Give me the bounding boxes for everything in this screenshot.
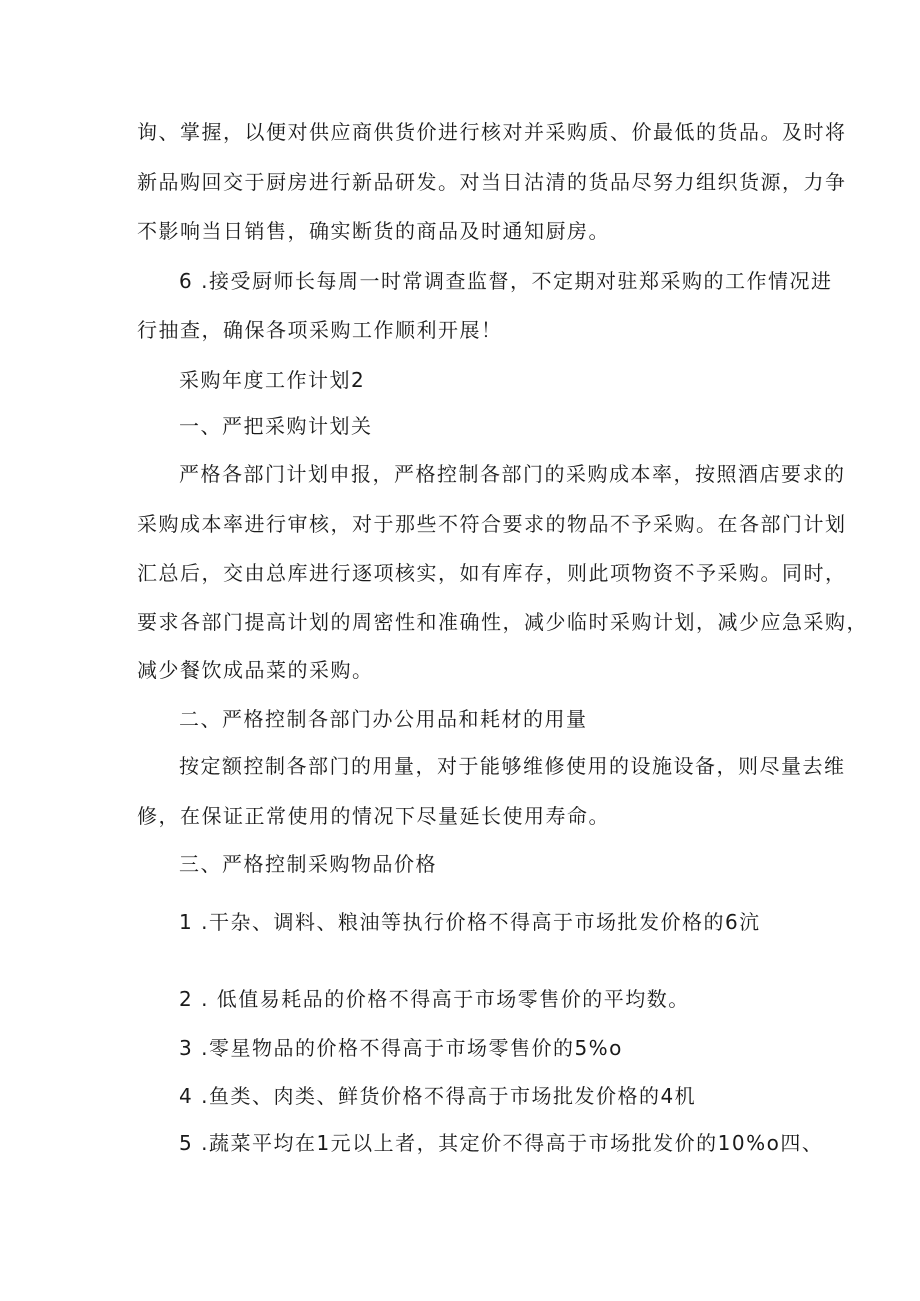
paragraph-line: 采购成本率进行审核，对于那些不符合要求的物品不予采购。在各部门计划 <box>137 512 847 536</box>
list-item-5: 5 .蔬菜平均在1元以上者，其定价不得高于市场批发价的10%o四、 <box>179 1131 824 1155</box>
heading-2: 二、严格控制各部门办公用品和耗材的用量 <box>179 707 588 731</box>
list-item-2: 2 . 低值易耗品的价格不得高于市场零售价的平均数。 <box>179 987 690 1011</box>
list-item-3: 3 .零星物品的价格不得高于市场零售价的5%o <box>179 1036 623 1060</box>
list-item-6: 6 .接受厨师长每周一时常调查监督，不定期对驻郑采购的工作情况进 <box>179 269 833 293</box>
paragraph-line: 严格各部门计划申报，严格控制各部门的采购成本率，按照酒店要求的 <box>179 462 846 486</box>
list-item-4: 4 .鱼类、肉类、鲜货价格不得高于市场批发价格的4机 <box>179 1084 697 1108</box>
heading-3: 三、严格控制采购物品价格 <box>179 852 437 876</box>
paragraph-line: 汇总后，交由总库进行逐项核实，如有库存，则此项物资不予采购。同时， <box>137 561 847 585</box>
paragraph-line: 询、掌握，以便对供应商供货价进行核对并采购质、价最低的货品。及时将 <box>137 120 847 144</box>
list-item-1: 1 .干杂、调料、粮油等执行价格不得高于市场批发价格的6沆 <box>179 910 761 934</box>
paragraph-line: 按定额控制各部门的用量，对于能够维修使用的设施设备，则尽量去维 <box>179 754 846 778</box>
paragraph-line: 修，在保证正常使用的情况下尽量延长使用寿命。 <box>137 804 610 828</box>
heading-1: 一、严把采购计划关 <box>179 414 373 438</box>
section-title: 采购年度工作计划2 <box>179 368 366 392</box>
paragraph-line: 要求各部门提高计划的周密性和准确性，减少临时采购计划，减少应急采购， <box>137 610 868 634</box>
paragraph-line: 减少餐饮成品菜的采购。 <box>137 658 374 682</box>
paragraph-line: 新品购回交于厨房进行新品研发。对当日沽清的货品尽努力组织货源，力争 <box>137 170 847 194</box>
paragraph-line: 不影响当日销售，确实断货的商品及时通知厨房。 <box>137 219 610 243</box>
paragraph-line: 行抽查，确保各项采购工作顺利开展！ <box>137 318 503 342</box>
